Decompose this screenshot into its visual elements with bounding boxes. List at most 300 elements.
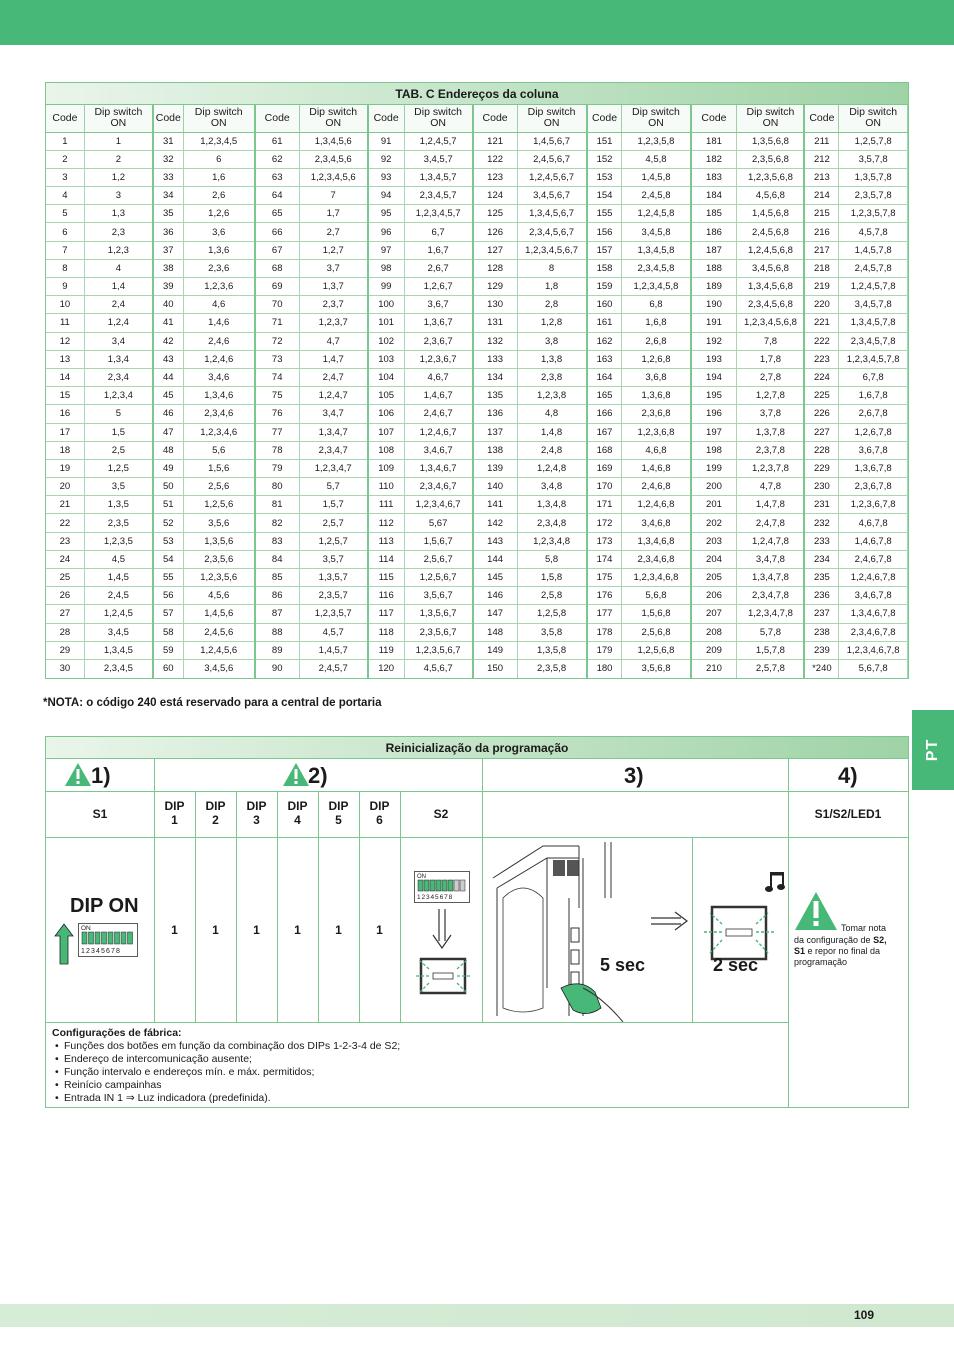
dip-switch-cell: 1,2,3,4,8 xyxy=(517,532,587,550)
code-cell: 42 xyxy=(153,332,183,350)
code-cell: 81 xyxy=(255,496,299,514)
dip-switch-cell: 2,4,5,7 xyxy=(299,659,368,677)
code-cell: 221 xyxy=(804,314,838,332)
code-cell: 185 xyxy=(691,205,737,223)
dip-switch-cell: 1,3,5 xyxy=(84,496,153,514)
code-cell: 104 xyxy=(368,368,404,386)
code-cell: 213 xyxy=(804,168,838,186)
factory-settings-list xyxy=(52,1040,400,1105)
dip3-header: DIP 3 xyxy=(246,799,267,827)
dip-switch-cell: 2,5,7,8 xyxy=(737,659,805,677)
dip-switch-cell: 1,3,4,6,7 xyxy=(404,459,473,477)
dip-switch-cell: 3,5,8 xyxy=(517,623,587,641)
dip-switch-cell: 5,67 xyxy=(404,514,473,532)
code-cell: 166 xyxy=(587,405,622,423)
code-cell: 154 xyxy=(587,187,622,205)
code-cell: 47 xyxy=(153,423,183,441)
dip-switch-cell: 4,5,7,8 xyxy=(839,223,908,241)
dip-switch-cell: 1,5,6 xyxy=(183,459,255,477)
table-row xyxy=(46,132,908,150)
code-cell: 64 xyxy=(255,187,299,205)
list-item: • Endereço de intercomunicação ausente; xyxy=(52,1053,400,1066)
dip-switch-cell: 2,3,4,8 xyxy=(517,514,587,532)
code-cell: 203 xyxy=(691,532,737,550)
table-row xyxy=(46,569,908,587)
dip-switch-cell: 5,6 xyxy=(183,441,255,459)
code-cell: 57 xyxy=(153,605,183,623)
dip-switch-cell: 8 xyxy=(517,259,587,277)
dip-switch-cell: 4,6,8 xyxy=(622,441,691,459)
code-cell: 173 xyxy=(587,532,622,550)
code-cell: 225 xyxy=(804,387,838,405)
dip-switch-cell: 1,3,4,5,7,8 xyxy=(839,314,908,332)
dip-switch-cell: 2,3,6 xyxy=(183,259,255,277)
code-cell: 48 xyxy=(153,441,183,459)
dip-switch-cell: 1,4,5,8 xyxy=(622,168,691,186)
code-column-header: Code xyxy=(153,105,183,132)
dip-switch-cell: 1,2,4,7,8 xyxy=(737,532,805,550)
dip-switch-cell: 3,5,6,8 xyxy=(622,659,691,677)
s2-header: S2 xyxy=(433,807,449,821)
dip-switch-cell: 3,4,5,7 xyxy=(404,150,473,168)
dip-switch-cell: 1,2,4,5,7 xyxy=(404,132,473,150)
code-cell: 219 xyxy=(804,278,838,296)
dip-switch-cell: 1,2,3,4,5,7 xyxy=(404,205,473,223)
dip-switch-cell: 3,6,8 xyxy=(622,368,691,386)
dip-switch-cell: 1,2,5,7 xyxy=(299,532,368,550)
table-row xyxy=(46,623,908,641)
dip-switch-cell: 3,4,7 xyxy=(299,405,368,423)
code-cell: 10 xyxy=(46,296,84,314)
code-cell: 167 xyxy=(587,423,622,441)
dip-switch-cell: 1,3,6 xyxy=(183,241,255,259)
dip-switch-cell: 2,3,5 xyxy=(84,514,153,532)
dip-switch-cell: 1,2,3 xyxy=(84,241,153,259)
step-4-note-body: da configuração de S2, S1 e repor no final da programação xyxy=(794,935,887,967)
step-2-label: 2) xyxy=(308,763,328,788)
step-3-label: 3) xyxy=(624,763,644,788)
dip-switch-cell: 1,2,6,7,8 xyxy=(839,423,908,441)
dip-switch-cell: 4,6,7 xyxy=(404,368,473,386)
dip1-header: DIP 1 xyxy=(164,799,185,827)
code-cell: 33 xyxy=(153,168,183,186)
dip-switch-cell: 2,3,7 xyxy=(299,296,368,314)
dip-switch-column-header: Dip switch ON xyxy=(737,105,805,132)
dip-switch-cell: 5,7,8 xyxy=(737,623,805,641)
code-cell: 146 xyxy=(473,587,517,605)
code-cell: 201 xyxy=(691,496,737,514)
code-cell: 18 xyxy=(46,441,84,459)
dip-switch-cell: 1,2,3,4,5,7,8 xyxy=(839,350,908,368)
dip-switch-cell: 2,5,6 xyxy=(183,478,255,496)
dip6-value: 1 xyxy=(376,923,383,937)
code-cell: 191 xyxy=(691,314,737,332)
dip-switch-cell: 1,2,3,5,8 xyxy=(622,132,691,150)
dip-switch-cell: 1,3,4,5,6,7 xyxy=(517,205,587,223)
table-row xyxy=(46,605,908,623)
code-cell: 6 xyxy=(46,223,84,241)
code-cell: 105 xyxy=(368,387,404,405)
dip-switch-cell: 1,3,4,5 xyxy=(84,641,153,659)
code-cell: 121 xyxy=(473,132,517,150)
table-body xyxy=(46,132,908,678)
dip-switch-cell: 4,5,8 xyxy=(622,150,691,168)
dip-switch-cell: 1,4,8 xyxy=(517,423,587,441)
dip-switch-cell: 1,2,7,8 xyxy=(737,387,805,405)
table-row xyxy=(46,223,908,241)
table-row xyxy=(46,278,908,296)
code-cell: 218 xyxy=(804,259,838,277)
code-cell: 233 xyxy=(804,532,838,550)
dip-switch-cell: 2,5,6,8 xyxy=(622,623,691,641)
code-cell: 176 xyxy=(587,587,622,605)
dip-switch-cell: 1,4,6 xyxy=(183,314,255,332)
code-cell: 229 xyxy=(804,459,838,477)
code-cell: 68 xyxy=(255,259,299,277)
dip-switch-cell: 1,4,6,7,8 xyxy=(839,532,908,550)
code-cell: 50 xyxy=(153,478,183,496)
dip-switch-cell: 6 xyxy=(183,150,255,168)
code-cell: 89 xyxy=(255,641,299,659)
dip-switch-cell: 1,2,4,6,8 xyxy=(622,496,691,514)
code-cell: 34 xyxy=(153,187,183,205)
code-cell: 13 xyxy=(46,350,84,368)
code-cell: 163 xyxy=(587,350,622,368)
code-cell: 118 xyxy=(368,623,404,641)
code-cell: 32 xyxy=(153,150,183,168)
dip-switch-cell: 2,3,4,5,6 xyxy=(299,150,368,168)
code-cell: 231 xyxy=(804,496,838,514)
dip-switch-cell: 1,3,4,8 xyxy=(517,496,587,514)
code-cell: 79 xyxy=(255,459,299,477)
code-cell: 90 xyxy=(255,659,299,677)
arrow-down-icon xyxy=(432,909,452,949)
dip-switch-cell: 5 xyxy=(84,405,153,423)
dip-switch-cell: 2,3,4,6,7 xyxy=(404,478,473,496)
dip4-value: 1 xyxy=(294,923,301,937)
code-cell: 5 xyxy=(46,205,84,223)
code-cell: 211 xyxy=(804,132,838,150)
dip-switch-cell: 1,4,5,6,7 xyxy=(517,132,587,150)
code-cell: 206 xyxy=(691,587,737,605)
dip-switch-column-header: Dip switch ON xyxy=(299,105,368,132)
code-cell: 28 xyxy=(46,623,84,641)
dip-switch-cell: 1,2,3,5,6,8 xyxy=(737,168,805,186)
dip-switch-cell: 4,5,6,7 xyxy=(404,659,473,677)
code-cell: 11 xyxy=(46,314,84,332)
code-cell: 97 xyxy=(368,241,404,259)
dip5-header: DIP 5 xyxy=(328,799,349,827)
reset-programming-panel xyxy=(45,736,909,1108)
table-row xyxy=(46,514,908,532)
code-cell: 236 xyxy=(804,587,838,605)
code-cell: 168 xyxy=(587,441,622,459)
dip-switch-cell: 2,3,4,5 xyxy=(84,659,153,677)
code-cell: 114 xyxy=(368,550,404,568)
code-cell: 199 xyxy=(691,459,737,477)
dip-switch-cell: 2,8 xyxy=(517,296,587,314)
table-row xyxy=(46,478,908,496)
dip2-value: 1 xyxy=(212,923,219,937)
dip-switch-cell: 1,2,3,5 xyxy=(84,532,153,550)
code-cell: 23 xyxy=(46,532,84,550)
code-cell: 153 xyxy=(587,168,622,186)
code-cell: 99 xyxy=(368,278,404,296)
dip-switch-column-header: Dip switch ON xyxy=(517,105,587,132)
dip-switch-cell: 2,3,5,7 xyxy=(299,587,368,605)
dip-switch-cell: 2,4,5,7,8 xyxy=(839,259,908,277)
code-cell: 37 xyxy=(153,241,183,259)
code-cell: 149 xyxy=(473,641,517,659)
dip-switch-cell: 3 xyxy=(84,187,153,205)
code-cell: 131 xyxy=(473,314,517,332)
code-cell: 217 xyxy=(804,241,838,259)
code-cell: 30 xyxy=(46,659,84,677)
table-title: TAB. C Endereços da coluna xyxy=(46,83,908,105)
code-cell: 194 xyxy=(691,368,737,386)
code-cell: 158 xyxy=(587,259,622,277)
dip5-value: 1 xyxy=(335,923,342,937)
code-cell: 1 xyxy=(46,132,84,150)
dip-switch-cell: 1,2,4,5 xyxy=(84,605,153,623)
code-cell: 159 xyxy=(587,278,622,296)
code-cell: 130 xyxy=(473,296,517,314)
code-cell: 222 xyxy=(804,332,838,350)
dip-switch-cell: 3,4,5,6 xyxy=(183,659,255,677)
dip-switch-cell: 1,3,4,6,8 xyxy=(622,532,691,550)
code-cell: 186 xyxy=(691,223,737,241)
dip-switch-cell: 2,4,5,6,7 xyxy=(517,150,587,168)
code-cell: *240 xyxy=(804,659,838,677)
code-cell: 227 xyxy=(804,423,838,441)
dip-switch-cell: 2,5,6,7 xyxy=(404,550,473,568)
code-cell: 170 xyxy=(587,478,622,496)
code-column-header: Code xyxy=(255,105,299,132)
dip-switch-cell: 1,2,3,4,6,7 xyxy=(404,496,473,514)
dip-switch-cell: 2,4,5,6,8 xyxy=(737,223,805,241)
dip-switch-cell: 1,2,5,8 xyxy=(517,605,587,623)
code-cell: 150 xyxy=(473,659,517,677)
dip-switch-cell: 3,7,8 xyxy=(737,405,805,423)
dip-switch-cell: 1,2,4,8 xyxy=(517,459,587,477)
dip1-value: 1 xyxy=(171,923,178,937)
top-green-band xyxy=(0,0,954,45)
code-cell: 84 xyxy=(255,550,299,568)
dip2-header: DIP 2 xyxy=(205,799,226,827)
dip-switch-cell: 1,2,6,8 xyxy=(622,350,691,368)
dip-switch-cell: 1,2,3,6,7,8 xyxy=(839,496,908,514)
code-cell: 55 xyxy=(153,569,183,587)
code-cell: 98 xyxy=(368,259,404,277)
code-cell: 59 xyxy=(153,641,183,659)
code-cell: 96 xyxy=(368,223,404,241)
dip-switch-cell: 2,6,7,8 xyxy=(839,405,908,423)
dip-switch-cell: 1,3,6,8 xyxy=(622,387,691,405)
code-cell: 129 xyxy=(473,278,517,296)
code-cell: 204 xyxy=(691,550,737,568)
dip-switch-cell: 3,4,8 xyxy=(517,478,587,496)
code-cell: 196 xyxy=(691,405,737,423)
code-cell: 133 xyxy=(473,350,517,368)
code-cell: 161 xyxy=(587,314,622,332)
code-cell: 228 xyxy=(804,441,838,459)
dip-switch-cell: 1,3,4,6 xyxy=(183,387,255,405)
dip-switch-cell: 1,2,3,5,6,7 xyxy=(404,641,473,659)
code-cell: 82 xyxy=(255,514,299,532)
dip3-value: 1 xyxy=(253,923,260,937)
dip-switch-cell: 3,5,6,7 xyxy=(404,587,473,605)
code-cell: 202 xyxy=(691,514,737,532)
code-cell: 141 xyxy=(473,496,517,514)
code-cell: 44 xyxy=(153,368,183,386)
dip-switch-cell: 1,3,4,7,8 xyxy=(737,569,805,587)
s1s2led1-header: S1/S2/LED1 xyxy=(814,807,882,821)
code-cell: 216 xyxy=(804,223,838,241)
code-cell: 107 xyxy=(368,423,404,441)
dip-switch-cell: 2,3,5,6,8 xyxy=(737,150,805,168)
dip-switch-cell: 1,3,4,5,6 xyxy=(299,132,368,150)
code-column-header: Code xyxy=(473,105,517,132)
code-cell: 35 xyxy=(153,205,183,223)
page-number: 109 xyxy=(853,1308,874,1322)
code-cell: 182 xyxy=(691,150,737,168)
code-cell: 220 xyxy=(804,296,838,314)
dip-switch-cell: 3,5,7,8 xyxy=(839,150,908,168)
dip-switch-cell: 1,4,6,7 xyxy=(404,387,473,405)
dip-switch-cell: 5,7 xyxy=(299,478,368,496)
code-cell: 144 xyxy=(473,550,517,568)
factory-settings: Configurações de fábrica: • Funções dos botões em função da combinação dos DIPs 1-2-3-4 de S2; • Endereço de intercomunicação ausente; • Função intervalo e endereços mín. e máx. permitidos; • Reinício campainhas • Entrada IN 1 ⇒ Luz indicadora (predefinida). xyxy=(52,1027,400,1105)
code-cell: 207 xyxy=(691,605,737,623)
code-cell: 74 xyxy=(255,368,299,386)
dip-switch-cell: 1,2,6,7 xyxy=(404,278,473,296)
code-cell: 124 xyxy=(473,187,517,205)
code-cell: 164 xyxy=(587,368,622,386)
dip-switch-cell: 1,3,5,7,8 xyxy=(839,168,908,186)
code-cell: 151 xyxy=(587,132,622,150)
table-row xyxy=(46,150,908,168)
code-cell: 200 xyxy=(691,478,737,496)
dip-switch-cell: 1,2,3,8 xyxy=(517,387,587,405)
code-cell: 123 xyxy=(473,168,517,186)
table-row xyxy=(46,532,908,550)
dip-switch-cell: 3,5,7 xyxy=(299,550,368,568)
code-cell: 87 xyxy=(255,605,299,623)
table-row xyxy=(46,259,908,277)
dip-switch-cell: 1,3,4,6,7,8 xyxy=(839,605,908,623)
code-cell: 103 xyxy=(368,350,404,368)
dip-switch-cell: 2,4,6,7 xyxy=(404,405,473,423)
list-item: • Funções dos botões em função da combinação dos DIPs 1-2-3-4 de S2; xyxy=(52,1040,400,1053)
dip-switch-cell: 2,4,8 xyxy=(517,441,587,459)
code-cell: 19 xyxy=(46,459,84,477)
dip-switch-cell: 4,6 xyxy=(183,296,255,314)
dip-switch-cell: 1,2,3,4,5 xyxy=(183,132,255,150)
code-cell: 101 xyxy=(368,314,404,332)
code-cell: 171 xyxy=(587,496,622,514)
code-cell: 210 xyxy=(691,659,737,677)
dip-switch-column-header: Dip switch ON xyxy=(84,105,153,132)
code-cell: 115 xyxy=(368,569,404,587)
dip-switch-cell: 1,4 xyxy=(84,278,153,296)
arrow-up-icon xyxy=(54,923,74,965)
dip-switch-cell: 1,2,4,5,8 xyxy=(622,205,691,223)
code-cell: 38 xyxy=(153,259,183,277)
dip-switch-cell: 2,3,7,8 xyxy=(737,441,805,459)
code-cell: 41 xyxy=(153,314,183,332)
code-cell: 77 xyxy=(255,423,299,441)
code-cell: 91 xyxy=(368,132,404,150)
dip-switch-cell: 1,2,3,4,6,7,8 xyxy=(839,641,908,659)
address-table xyxy=(45,82,909,679)
code-cell: 65 xyxy=(255,205,299,223)
code-cell: 53 xyxy=(153,532,183,550)
dip-switch-cell: 3,4,7,8 xyxy=(737,550,805,568)
dip-switch-cell: 1,4,7,8 xyxy=(737,496,805,514)
dip-switch-cell: 1,3,5,6 xyxy=(183,532,255,550)
device-press-illustration xyxy=(483,838,692,1022)
dip-switch-cell: 2,4,6 xyxy=(183,332,255,350)
dip-switch-cell: 1,2,4,5,6 xyxy=(183,641,255,659)
code-cell: 224 xyxy=(804,368,838,386)
code-cell: 93 xyxy=(368,168,404,186)
dip-switch-cell: 1,3 xyxy=(84,205,153,223)
code-cell: 223 xyxy=(804,350,838,368)
dip-switch-cell: 1,3,6,7 xyxy=(404,314,473,332)
code-cell: 2 xyxy=(46,150,84,168)
dip-switch-cell: 2,3,6,7,8 xyxy=(839,478,908,496)
dip-switch-cell: 1,2,4,5,6,7 xyxy=(517,168,587,186)
dip-switch-cell: 2,3,4,5,6,7 xyxy=(517,223,587,241)
code-cell: 235 xyxy=(804,569,838,587)
code-cell: 132 xyxy=(473,332,517,350)
dip-switch-cell: 1,2,4,6 xyxy=(183,350,255,368)
dip-switch-cell: 1 xyxy=(84,132,153,150)
code-cell: 4 xyxy=(46,187,84,205)
dip-switch-cell: 2 xyxy=(84,150,153,168)
dip-switch-cell: 4,5,7 xyxy=(299,623,368,641)
dip-switch-cell: 2,3,5,6,7 xyxy=(404,623,473,641)
code-cell: 127 xyxy=(473,241,517,259)
code-cell: 198 xyxy=(691,441,737,459)
dip-switch-cell: 1,4,5,6 xyxy=(183,605,255,623)
dip-switch-cell: 2,3,5,7,8 xyxy=(839,187,908,205)
code-cell: 17 xyxy=(46,423,84,441)
dip-switch-cell: 2,4,5,8 xyxy=(622,187,691,205)
code-cell: 43 xyxy=(153,350,183,368)
code-cell: 212 xyxy=(804,150,838,168)
dip4-header: DIP 4 xyxy=(287,799,308,827)
code-cell: 239 xyxy=(804,641,838,659)
dip-switch-cell: 2,6 xyxy=(183,187,255,205)
dip-switch-cell: 1,5,7 xyxy=(299,496,368,514)
table-row xyxy=(46,441,908,459)
code-cell: 157 xyxy=(587,241,622,259)
code-cell: 80 xyxy=(255,478,299,496)
dip-switch-cell: 2,3,4,5,8 xyxy=(622,259,691,277)
code-cell: 25 xyxy=(46,569,84,587)
dip-switch-cell: 2,3,4,6,7,8 xyxy=(839,623,908,641)
dip-switch-cell: 1,2,3,4,7 xyxy=(299,459,368,477)
time-2-sec: 2 sec xyxy=(713,955,759,975)
footer-band xyxy=(0,1304,954,1327)
list-item: • Reinício campainhas xyxy=(52,1079,400,1092)
table-row xyxy=(46,350,908,368)
table-row xyxy=(46,296,908,314)
code-cell: 197 xyxy=(691,423,737,441)
code-cell: 175 xyxy=(587,569,622,587)
dip-switch-cell: 1,2,3,5,7,8 xyxy=(839,205,908,223)
